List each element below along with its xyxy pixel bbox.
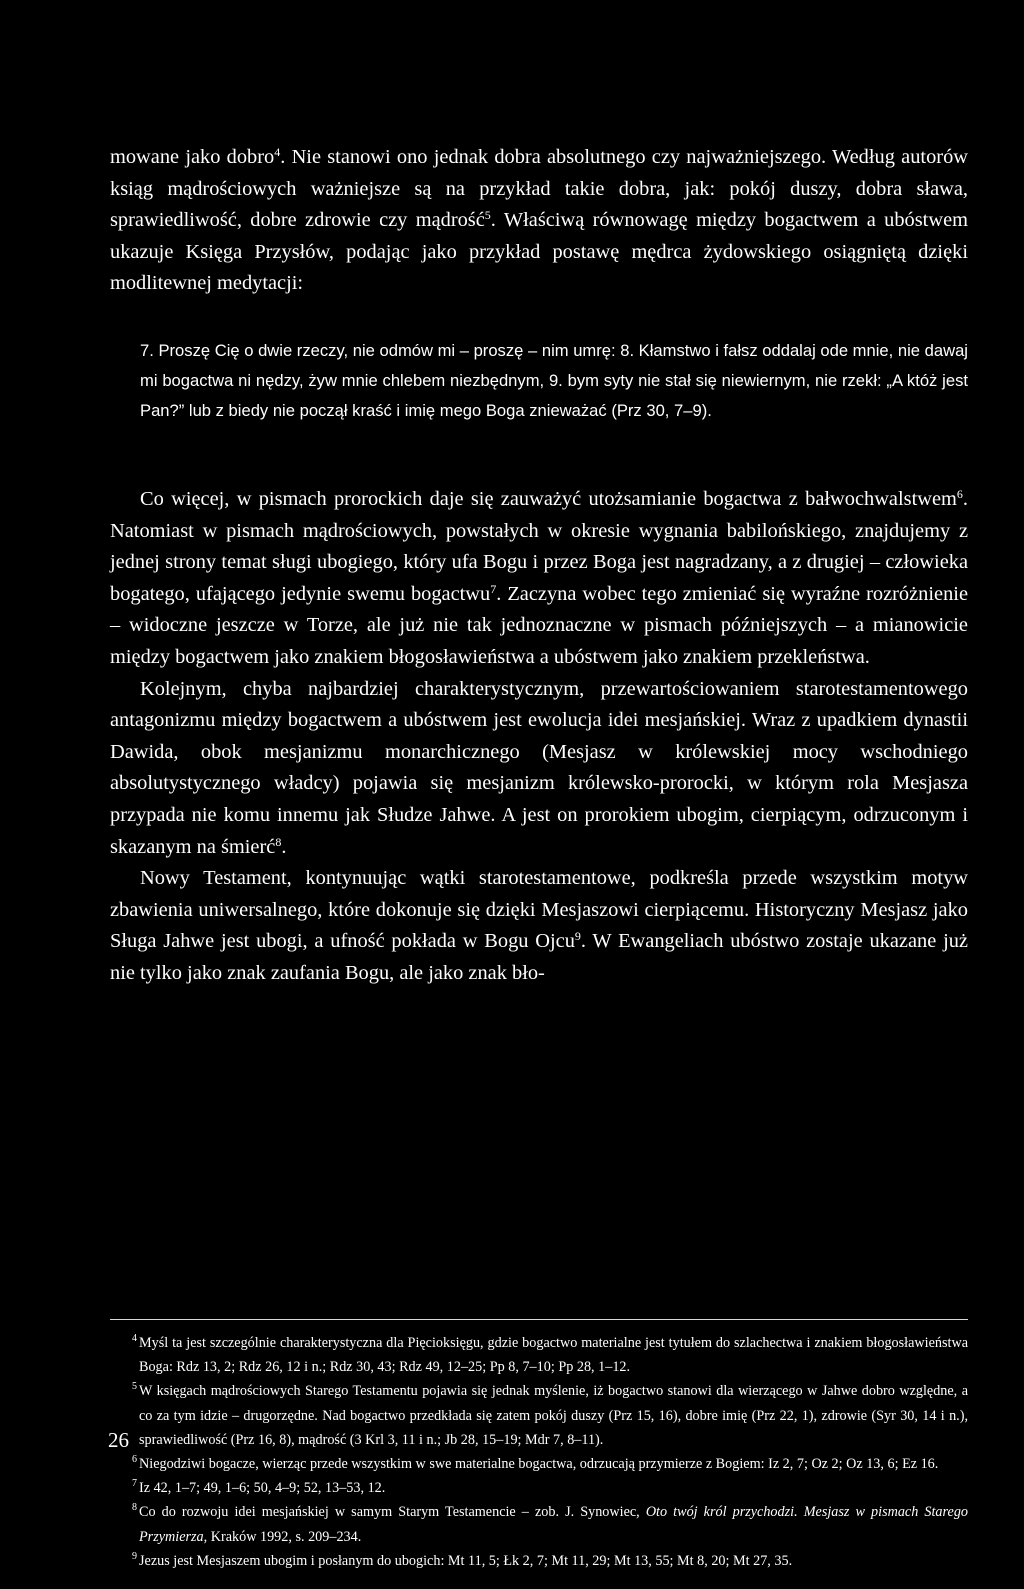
paragraph [110, 674, 968, 864]
text-segment: Kolejnym, chyba najbardziej charakterystycznym, przewartościowaniem starotestamentowego antagonizmu między bogactwem a ubóstwem jest ewolucja idei mesjańskiej. Wraz z upadkiem dynastii Dawida, obok mesjanizmu monarchicznego (Mesjasz w królewskiej mocy wschodniego absolutystycznego władcy) pojawia się mesjanizm królewsko-prorocki, w którym rola Mesjasza przypada nie komu innemu jak Słudze Jahwe. A jest on prorokiem ubogim, cierpiącym, odrzuconym i skazanym na śmierć [110, 677, 968, 858]
footnote [110, 1549, 968, 1573]
text-segment: . Zaczyna wobec tego zmieniać się wyraźne rozróżnienie – widoczne jeszcze w Torze, ale już nie tak jednoznaczne w pismach późniejszych – a mianowicie między bogactwem jako znakiem błogosławieństwa a ubóstwem jako znakiem przekleństwa. [110, 582, 969, 668]
text-segment: . Natomiast w pismach mądrościowych, powstałych w okresie wygnania babilońskiego, znajdujemy z jednej strony temat sługi ubogiego, który ufa Bogu i przez Boga jest nagradzany, a z drugiej – człowieka bogatego, ufającego jedynie swemu bogactwu [110, 488, 968, 605]
text-segment: . Właściwą równowagę między bogactwem a ubóstwem ukazuje Księga Przysłów, podając jako przykład postawę mędrca żydowskiego osiągniętą dzięki modlitewnej medytacji: [110, 209, 968, 295]
block-quote: 7. Proszę Cię o dwie rzeczy, nie odmów mi – proszę – nim umrę: 8. Kłamstwo i fałsz oddalaj ode mnie, nie dawaj mi bogactwa ni nędzy, żyw mnie chlebem niezbędnym, 9. bym syty nie stał się niewiernym, nie rzekł: „A któż jest Pan?” lub z biedy nie począł kraść i imię mego Boga znieważać (Prz 30, 7–9). [140, 341, 968, 420]
footnote [110, 1331, 968, 1379]
footnote [110, 1476, 968, 1500]
footnote-number: 9 [132, 1550, 137, 1562]
paragraph [110, 863, 968, 989]
text-segment: . W Ewangeliach ubóstwo zostaje ukazane już nie tylko jako znak zaufania Bogu, ale jako znak bło- [110, 930, 968, 984]
footnote-number: 7 [132, 1478, 137, 1490]
footnote [110, 1452, 968, 1476]
footnote-text: Iz 42, 1–7; 49, 1–6; 50, 4–9; 52, 13–53, 12. [139, 1480, 386, 1497]
paragraph [110, 484, 968, 674]
text-segment: . Nie stanowi ono jednak dobra absolutnego czy najważniejszego. Według autorów ksiąg mądrościowych ważniejsze są na przykład takie dobra, jak: pokój duszy, dobra sława, sprawiedliwość, dobre zdrowie czy mądrość [110, 146, 968, 232]
footnote-text: W księgach mądrościowych Starego Testamentu pojawia się jednak myślenie, iż bogactwo stanowi dla wierzącego w Jahwe dobro względne, a co za tym idzie – drugorzędne. Nad bogactwo przedkłada się zatem pokój duszy (Prz 15, 16), dobre imię (Prz 22, 1), zdrowie (Syr 30, 14 i n.), sprawiedliwość (Prz 16, 8), mądrość (3 Krl 3, 11 i n.; Jb 28, 15–19; Mdr 7, 8–11). [139, 1383, 968, 1448]
footnote-divider [110, 1319, 968, 1320]
footnote [110, 1379, 968, 1452]
footnote-ref: 9 [574, 929, 581, 944]
footnote-number: 4 [132, 1333, 137, 1344]
body-text [110, 484, 968, 990]
text-segment: Co więcej, w pismach prorockich daje się zauważyć utożsamianie bogactwa z bałwochwalstwem [140, 488, 957, 510]
footnote-number: 8 [132, 1502, 137, 1514]
page-number: 26 [108, 1428, 129, 1452]
footnote-ref: 4 [274, 145, 281, 159]
book-title: Oto twój król przychodzi. Mesjasz w pismach Starego Przymierza [139, 1504, 969, 1545]
footnote-number: 5 [132, 1381, 137, 1393]
footnote-text: , Kraków 1992, s. 209–234. [203, 1528, 362, 1545]
footnote-text: Myśl ta jest szczególnie charakterystyczna dla Pięcioksięgu, gdzie bogactwo materialne jest tytułem do szlachectwa i znakiem błogosławieństwa Boga: Rdz 13, 2; Rdz 26, 12 i n.; Rdz 30, 43; Rdz 49, 12–25; Pp 8, 7–10; Pp 28, 1–12. [139, 1335, 968, 1376]
footnote-text: Jezus jest Mesjaszem ubogim i posłanym do ubogich: Mt 11, 5; Łk 2, 7; Mt 11, 29; Mt 13, 55; Mt 8, 20; Mt 27, 35. [139, 1552, 793, 1569]
footnote-ref: 8 [275, 834, 282, 849]
footnote-ref: 7 [490, 581, 497, 596]
text-segment: mowane jako dobro [110, 146, 275, 168]
footnotes [110, 1331, 968, 1573]
footnote-ref: 5 [484, 208, 491, 223]
text-segment: Nowy Testament, kontynuując wątki starotestamentowe, podkreśla przede wszystkim motyw zbawienia uniwersalnego, które dokonuje się dzięki Mesjaszowi cierpiącemu. Historyczny Mesjasz jako Sługa Jahwe jest ubogi, a ufność pokłada w Bogu Ojcu [110, 867, 968, 953]
footnote [110, 1500, 968, 1548]
footnote-text: Co do rozwoju idei mesjańskiej w samym Starym Testamencie – zob. J. Synowiec, [139, 1504, 646, 1521]
top-paragraph [110, 142, 968, 300]
footnote-number: 6 [132, 1454, 137, 1466]
footnote-ref: 6 [956, 487, 963, 501]
text-segment: . [281, 835, 287, 858]
footnote-text: Niegodziwi bogacze, wierząc przede wszystkim w swe materialne bogactwa, odrzucają przymierze z Bogiem: Iz 2, 7; Oz 2; Oz 13, 6; Ez 16. [139, 1456, 939, 1473]
